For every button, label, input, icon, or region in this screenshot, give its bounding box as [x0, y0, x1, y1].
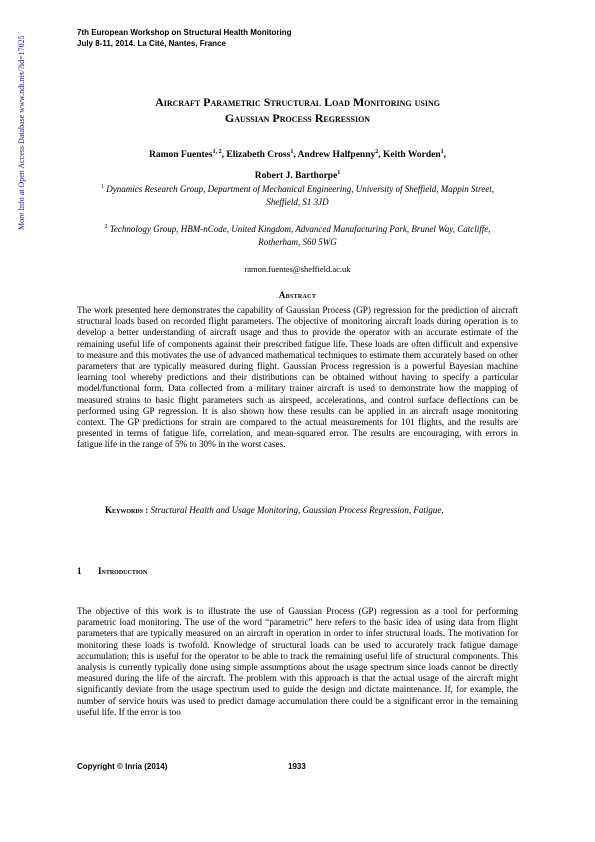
- abstract-heading: Abstract: [278, 290, 317, 300]
- side-ndt-link[interactable]: More Info at Open Access Database www.ndt.net/?id=17025: [17, 35, 26, 230]
- author-name: Elizabeth Cross: [226, 150, 291, 161]
- section-heading-introduction: [77, 566, 147, 576]
- section-title: Introduction: [98, 566, 148, 576]
- author-affil-mark: 1: [290, 149, 294, 155]
- author-list: [60, 143, 535, 185]
- author-name: Andrew Halfpenny: [297, 150, 376, 161]
- contact-email[interactable]: ramon.fuentes@sheffield.ac.uk: [244, 264, 351, 274]
- header-line-2: July 8-11, 2014. La Cité, Nantes, France: [77, 39, 226, 48]
- author-line-1: Ramon Fuentes$^{1, 2}$, Elizabeth Cross$^1$, Andrew Halfpenny$^2$, Keith Worden$^1$,: [149, 149, 446, 161]
- author-name: Ramon Fuentes: [149, 150, 213, 161]
- author-affil-mark: 2: [375, 149, 379, 155]
- affiliation-mark: 1: [101, 184, 105, 190]
- author-affil-mark: 1: [440, 149, 444, 155]
- title-line-1: Aircraft Parametric Structural Load Monitoring using: [155, 95, 440, 109]
- copyright-notice: Copyright © Inria (2014): [77, 762, 168, 771]
- title-line-2: Gaussian Process Regression: [224, 111, 371, 125]
- affiliation-1: [100, 181, 495, 209]
- author-affil-mark: 1, 2: [212, 149, 222, 155]
- section-number: 1: [77, 566, 82, 576]
- keywords: [105, 505, 505, 517]
- author-name: Keith Worden: [383, 150, 441, 161]
- paper-title: [60, 94, 535, 126]
- keywords-label: Keywords :: [105, 505, 149, 515]
- affiliation-2: [100, 221, 495, 249]
- affiliation-text: Technology Group, HBM-nCode, United Kingdom, Advanced Manufacturing Park, Brunel Way, Catcliffe, Rotherham, S60 5WG: [109, 224, 491, 247]
- affiliation-text: Dynamics Research Group, Department of Mechanical Engineering, University of Sheffield, Mappin Street, Sheffield, S1 3JD: [106, 184, 494, 207]
- conference-header: [77, 27, 292, 49]
- author-name: Robert J. Barthorpe: [254, 171, 338, 182]
- page-number: 1933: [288, 762, 306, 771]
- author-affil-mark: 1: [337, 170, 341, 177]
- affiliation-mark: 2: [104, 224, 108, 230]
- header-line-1: 7th European Workshop on Structural Health Monitoring: [77, 28, 292, 37]
- introduction-body: The objective of this work is to illustrate the use of Gaussian Process (GP) regression as a tool for performing parametric load monitoring. The use of the word “parametric” here refers to the basic idea of using data from flight parameters that are typically measured on an aircraft in operation in order to infer structural loads. The motivation for monitoring these loads is twofold. Knowledge of structural loads can be used to accurately track fatigue damage accumulation; this is useful for the operator to be able to track the remaining useful life of structural components. This analysis is currently typically done using simple assumptions about the usage spectrum since loads cannot be directly measured during the life of the aircraft. The problem with this approach is that the actual usage of the aircraft might significantly deviate from the usage spectrum used to guide the design and dictate maintenance. If, for example, the number of service hours was used to predict damage accumulation there could be a significant error in the remaining useful life. If the error is too: [77, 606, 518, 717]
- abstract-body: The work presented here demonstrates the capability of Gaussian Process (GP) regression for the prediction of aircraft structural loads based on recorded flight parameters. The objective of monitoring aircraft loads during operation is to develop a better understanding of aircraft usage and thus to provide the operator with an accurate estimate of the remaining useful life of components against their prescribed fatigue life. These loads are often difficult and expensive to measure and this motivates the use of advanced mathematical techniques to estimate them accurately based on other parameters that are typically measured during flight. Gaussian Process regression is a powerful Bayesian machine learning tool whereby predictions and their distributions can be obtained without having to specify a particular model/functional form. Data collected from a military trainer aircraft is used to demonstrate how the mapping of measured strains to basic flight parameters such as airspeed, accelerations, and control surface deflections can be performed using GP regression. It is also shown how these results can be applied in an aircraft usage monitoring context. The GP predictions for strain are compared to the actual measurements for 101 flights, and the results are presented in terms of fatigue life, correlation, and mean-squared error. The results are encouraging, with errors in fatigue life in the range of 5% to 30% in the worst cases.: [77, 305, 518, 450]
- keywords-text: Structural Health and Usage Monitoring, Gaussian Process Regression, Fatigue,: [150, 505, 444, 515]
